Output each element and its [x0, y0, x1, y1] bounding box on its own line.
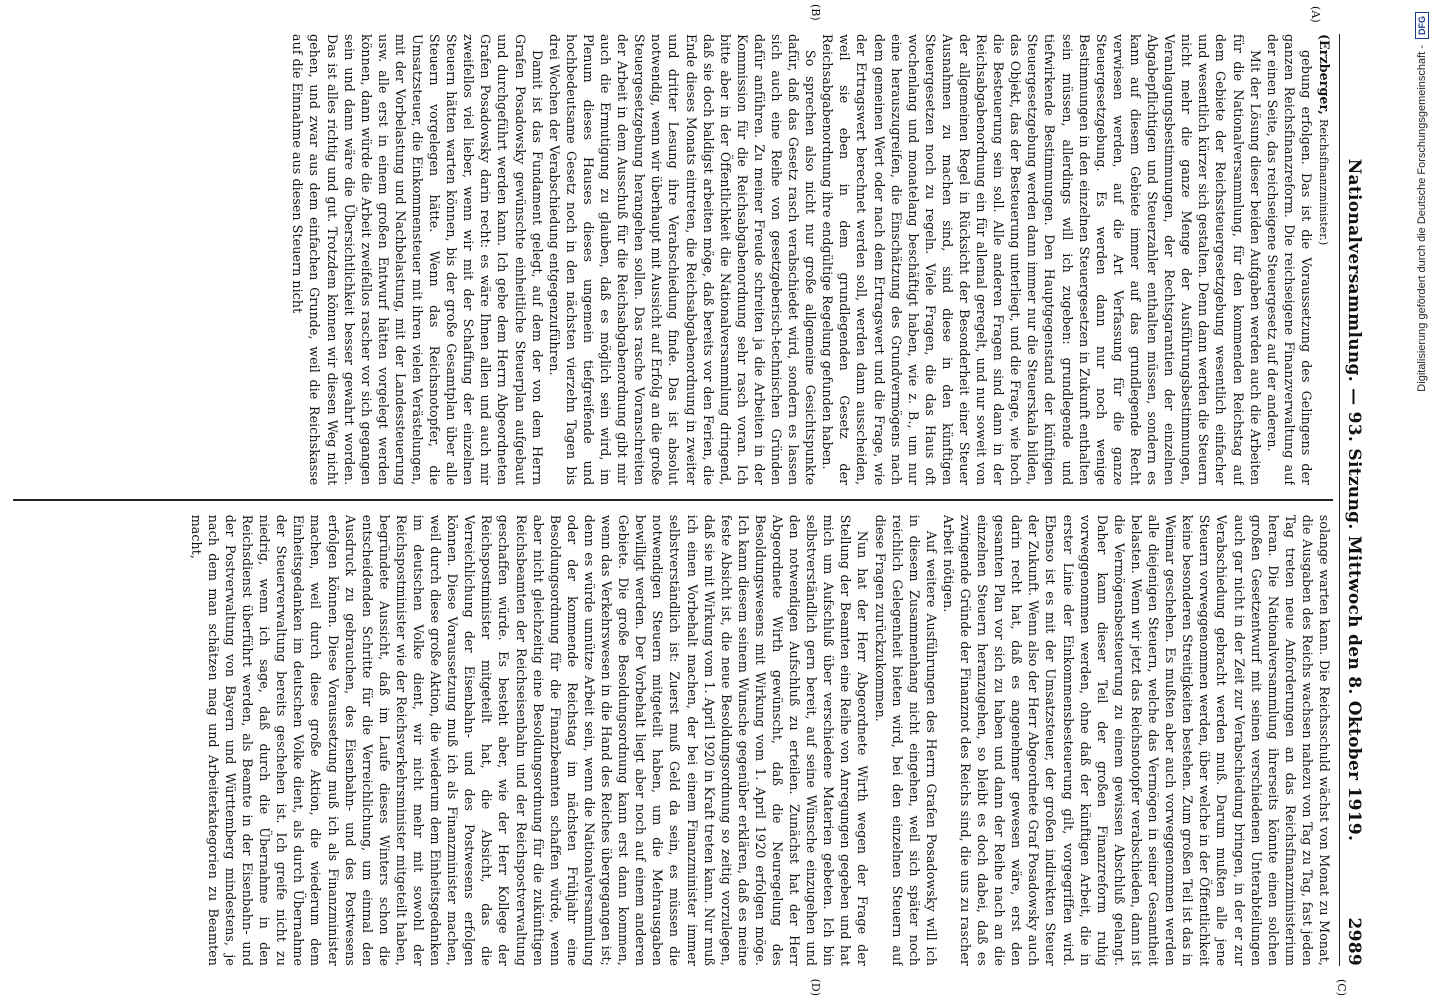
margin-marker-d: (D): [809, 978, 822, 996]
speaker-role: Reichsfinanzminister.): [1317, 118, 1330, 246]
paragraph: Damit ist das Fundament gelegt, auf dem der von dem Herrn Grafen Posadowsky gewünschte einheitliche Steuerplan aufgebaut und durchgeführt werden kann. Ich gebe dem Herrn Abgeordneten Grafen Posadowsky darin recht: es wäre Ihnen allen und auch mir zweifellos viel lieber, wenn wir mit der Schaffung der einzelnen Steuern hätten warten können, bis der große Gesamtplan über alle Steuern vorgelegen hätte. Wenn das Reichsnotopfer, die Umsatzsteuer, die Einkommensteuer mit ihren vielen Verästelungen, mit der Vorbelastung und Nachbelastung, mit der Landessteuerung usw. alle erst in einem großen Entwurf hätten vorgelegt werden können, dann würde die Arbeit zweifellos rascher vor sich gegangen sein und dann wäre die Übersichtlichkeit besser gewahrt worden. Das ist alles richtig und gut. Trotzdem können wir diesen Weg nicht gehen, und zwar aus dem einfachen Grunde, weil die Reichskasse auf die Einnahme aus diesen Steuern nicht: [290, 34, 545, 486]
rotated-page: [2, 0, 1382, 1000]
paragraph: Auf weitere Ausführungen des Herrn Grafen Posadowsky will ich in diesem Zusammenhang nicht eingehen, weil sich später noch reichlich Gelegenheit bieten wird, bei den einzelnen Steuern auf diese Fragen zurückzukommen.: [872, 514, 939, 966]
newspaper-page: [2, 0, 1382, 1000]
page-title: Nationalversammlung. — 93. Sitzung. Mittwoch den 8. Oktober 1919.: [1344, 158, 1364, 842]
page-header: [1339, 34, 1364, 966]
speaker-name: (Erzberger,: [1317, 34, 1332, 115]
paragraph: So sprechen also nicht nur große allgemeine Gesichtspunkte dafür, daß das Gesetz rasch verabschiedet wird, sondern es lassen sich auch eine Reihe von gesetzgeberisch-technischen Gründen dafür anführen. Zu meiner Freude schreiten ja die Arbeiten in der Kommission für die Reichsabgabenordnung sehr rasch voran. Ich bitte aber in der Öffentlichkeit die Nationalversammlung dringend, daß sie doch baldigst arbeiten möge, daß bereits vor den Ferien, die Ende dieses Monats eintreten, die Reichsabgabenordnung in zweiter und dritter Lesung ihre Verabschiedung finde. Das ist absolut notwendig, wenn wir überhaupt mit Aussicht auf Erfolg an die große Steuergesetzgebung herangehen sollen. Das rasche Voranschreiten der Arbeit in dem Ausschuß für die Reichsabgabenordnung gibt mir auch die Ermutigung zu glauben, daß es möglich sein wird, im Plenum dieses Hauses dieses ungemein tiefgreifende und hochbedeutsame Gesetz noch in den nächsten vierzehn Tagen bis drei Wochen der Verabschiedung entgegenzuführen.: [546, 34, 819, 486]
text-columns: [13, 6, 1333, 966]
left-column: [13, 6, 1333, 486]
paragraph: Nun hat der Herr Abgeordnete Wirth wegen der Frage der Stellung der Beamten eine Reihe von Anregungen gegeben und hat mich um Aufschluß über verschiedene Materien gebeten. Ich bin selbstverständlich gern bereit, auf seine Wünsche einzugehen und den notwendigen Aufschluß zu erteilen. Zunächst hat der Herr Abgeordnete Wirth gewünscht, daß die Neuregelung des Besoldungswesens mit Wirkung vom 1. April 1920 erfolgen möge. Ich kann diesem seinem Wunsche gegenüber erklären, daß es meine feste Absicht ist, die neue Besoldungsordnung so zeitig vorzulegen, daß sie mit Wirkung vom 1. April 1920 in Kraft treten kann. Nur muß ich einen Vorbehalt machen, der bei einem Finanzminister immer selbstverständlich ist: Zuerst muß Geld da sein, es müssen die notwendigen Steuern mitgeteilt haben, um die Mehrausgaben bewilligt werden. Der Vorbehalt liegt aber noch auf einem anderen Gebiete. Die große Besoldungsordnung kann erst dann kommen, wenn das Verkehrswesen in die Hand des Reiches übergegangen ist; denn es würde unnütze Arbeit sein, wenn die Nationalversammlung oder der kommende Reichstag im nächsten Frühjahr eine Besoldungsordnung für die Finanzbeamten schaffen würde, wenn aber nicht gleichzeitig eine Besoldungsordnung für die zukünftigen Reichsbeamten der Reichseisenbahn und der Reichspostverwaltung geschaffen würde. Es besteht aber, wie der Herr Kollege der Reichspostminister mitgeteilt hat, die Absicht, das die Verreichlichung der Eisenbahn- und des Postwesens erfolgen können. Diese Voraussetzung muß ich als Finanzminister machen, weil durch diese große Aktion, die wiederum dem Einheitsgedanken im deutschen Volke dient, wir nicht mehr mit sowohl der Reichspostminister wie der Reichsverkehrsminister mitgeteilt haben, begründete Aussicht, daß im Laufe dieses Winters schon die entscheidenden Schritte für die Verreichlichung, um einmal den Ausdruck zu gebrauchen, des Eisenbahn- und des Postwesens erfolgen können. Diese Voraussetzung muß ich als Finanzminister machen, weil durch diese große Aktion, die wiederum dem Einheitsgedanken im deutschen Volke dient, als durch Übernahme der Steuerverwaltung bereits geschehen ist. Ich greife nicht zu niedrig, wenn ich sage, daß durch die Übernahme in den Reichsdienst überführt werden, als Beamte in der Eisenbahn- und der Postverwaltung von Bayern und Württemberg mindestens, je nach dem man schätzen mag und Arbeiterkategorien zu Beamten macht,: [188, 514, 871, 966]
right-column: [13, 515, 1333, 966]
dfg-logo: DFG: [1415, 12, 1429, 39]
paragraph: Mit der Lösung dieser beiden Aufgaben werden auch die Arbeiten für die Nationalversammlung, für den kommenden Reichstag auf dem Gebiete der Reichssteuergesetzgebung wesentlich einfacher und wesentlich kürzer sich gestalten. Denn dann werden die Steuern nicht mehr die ganze Menge der Ausführungsbestimmungen, Veranlagungsbestimmungen, der Rechtsgarantien der einzelnen Abgabepflichtigen und Steuerzahler enthalten müssen, sondern es kann auf diesem Gebiete immer auf das grundlegende Recht verwiesen werden, auf die Art Verfassung für die ganze Steuergesetzgebung. Es werden dann nur noch wenige Bestimmungen in den einzelnen Steuergesetzen in Zukunft enthalten sein müssen, allerdings will ich zugeben: grundlegende und tiefwirkende Bestimmungen. Den Hauptgegenstand der künftigen Steuergesetzgebung werden dann immer nur die Steuerskala bilden, das Objekt, das der Besteuerung unterliegt, und die Frage, wie hoch die Besteuerung sein soll. Alle anderen Fragen sind dann in der Reichsabgabenordnung ein für allemal geregelt, und nur soweit von der allgemeinen Regel in Rücksicht der Besonderheit einer Steuer Ausnahmen zu machen sind, sind diese in den künftigen Steuergesetzen noch zu regeln. Viele Fragen, die das Haus oft wochenlang und monatelang beschäftigt haben, wie z. B., um nur eine herauszugreifen, die Einschätzung des Grundvermögens nach dem gemeinen Wert oder nach dem Ertragswert und die Frage, wie der Ertragswert berechnet werden soll, werden dann ausscheiden, weil sie eben in dem grundlegenden Gesetz der Reichsabgabenordnung ihre endgültige Regelung gefunden haben.: [820, 34, 1263, 486]
margin-marker-c: (C): [1335, 979, 1348, 996]
paragraph: gebung erfolgen. Das ist die Voraussetzung des Gelingens der ganzen Reichsfinanzreform. Die reichseigene Finanzverwaltung auf der einen Seite, das reichseigene Steuergesetz auf der anderen.: [1264, 34, 1314, 486]
margin-marker-b: (B): [809, 4, 822, 21]
paragraph: solange warten kann. Die Reichsschuld wächst von Monat zu Monat, die Ausgaben des Reichs wachsen nahezu von Tag zu Tag, fast jeden Tag treten neue Anforderungen an das Reichsfinanzministerium heran. Die Nationalversammlung ihrerseits könnte einen solchen großen Gesetzentwurf mit seinen verschiedenen Unterabteilungen auch gar nicht in der Zeit zur Verabschiedung bringen, in der er zur Verabschiedung gebracht werden muß. Darum mußten alle jene Steuern vorweggenommen werden, über welche in der Öffentlichkeit keine besonderen Streitigkeiten bestehen. Zum großen Teil ist das in Weimar geschehen. Es mußten aber auch vorweggenommen werden alle diejenigen Steuern, welche das Vermögen in seiner Gesamtheit belasten. Wenn wir jetzt das Reichsnotopfer verabschieden, dann ist die Vermögensbesteuerung zu einem gewissen Abschluß gelangt. Daher kann dieser Teil der großen Finanzreform ruhig vorweggenommen werden, ohne daß der künftigen Arbeit, die in erster Linie der Einkommensbesteuerung gilt, vorgegriffen wird. Ebenso ist es mit der Umsatzsteuer, der großen indirekten Steuer der Zukunft. Wenn also der Herr Abgeordnete Graf Posadowsky auch darin recht hat, daß es angenehmer gewesen wäre, erst den gesamten Plan vor sich zu haben und dann der Reihe nach an die einzelnen Steuern heranzugehen, so bleibt es doch dabei, daß es zwingende Gründe der Finanznot des Reichs sind, die uns zu rascher Arbeit nötigen.: [940, 514, 1332, 966]
column-divider: [13, 499, 1333, 501]
footer-text: Digitalisierung gefördert durch die Deutsche Forschungsgemeinschaft -: [1416, 45, 1428, 392]
digitization-footer: [1412, 12, 1432, 988]
page-number: 2989: [1344, 917, 1364, 966]
speaker-line: (A) (Erzberger, Reichsfinanzminister.): [1309, 6, 1332, 246]
